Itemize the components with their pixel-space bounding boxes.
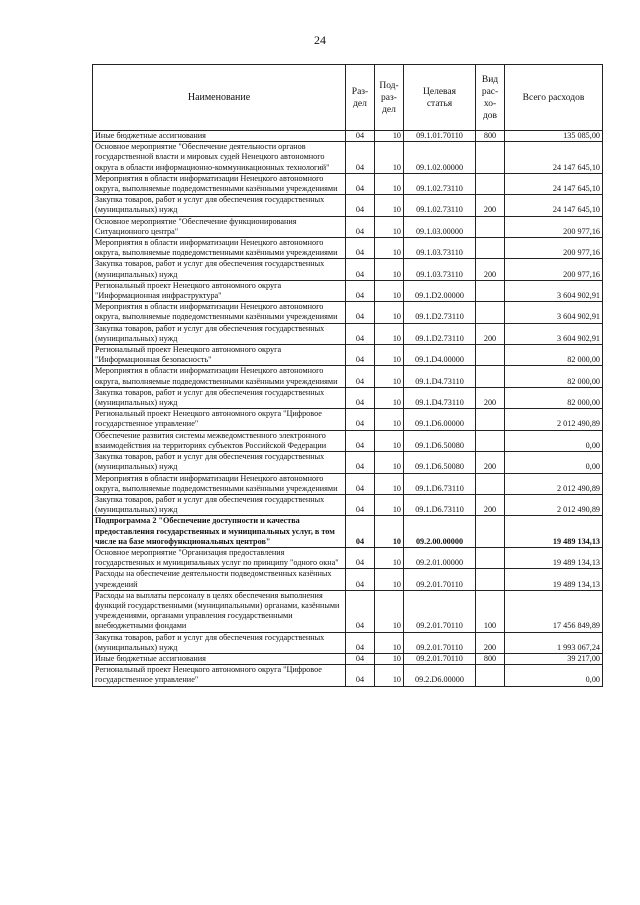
header-vid [476,65,505,131]
header-podrazdel [375,65,404,131]
row-name: Региональный проект Ненецкого автономного округа "Цифровое государственное управление" [93,409,346,430]
row-vid [476,473,505,494]
row-total: 2 012 490,89 [505,494,603,515]
row-vid [476,409,505,430]
row-total: 3 604 902,91 [505,323,603,344]
row-podrazdel: 10 [375,590,404,632]
row-name: Закупка товаров, работ и услуг для обеспечения государственных (муниципальных) нужд [93,387,346,408]
row-vid: 200 [476,452,505,473]
row-target: 09.1.D6.73110 [404,473,476,494]
table-row [93,366,603,387]
row-target: 09.1.03.73110 [404,259,476,280]
header-razdel-text: Раз- дел [351,86,369,109]
row-total: 19 489 134,13 [505,569,603,590]
row-target: 09.2.01.70110 [404,653,476,664]
row-total: 200 977,16 [505,238,603,259]
header-razdel [346,65,375,131]
row-podrazdel: 10 [375,280,404,301]
row-name: Закупка товаров, работ и услуг для обеспечения государственных (муниципальных) нужд [93,494,346,515]
row-target: 09.2.00.00000 [404,516,476,548]
row-total: 24 147 645,10 [505,195,603,216]
row-target: 09.1.D6.50080 [404,452,476,473]
row-podrazdel: 10 [375,409,404,430]
row-total: 39 217,00 [505,653,603,664]
row-name: Закупка товаров, работ и услуг для обеспечения государственных (муниципальных) нужд [93,323,346,344]
row-vid: 200 [476,259,505,280]
table-row [93,590,603,632]
row-name: Мероприятия в области информатизации Ненецкого автономного округа, выполняемые подведомственными казёнными учреждениями [93,173,346,194]
row-razdel: 04 [346,653,375,664]
row-podrazdel: 10 [375,632,404,653]
row-target: 09.2.01.70110 [404,569,476,590]
table-row [93,173,603,194]
row-vid [476,142,505,174]
row-podrazdel: 10 [375,173,404,194]
row-name: Закупка товаров, работ и услуг для обеспечения государственных (муниципальных) нужд [93,452,346,473]
table-row [93,494,603,515]
row-razdel: 04 [346,259,375,280]
row-name: Мероприятия в области информатизации Ненецкого автономного округа, выполняемые подведомственными казёнными учреждениями [93,366,346,387]
table-row [93,280,603,301]
row-vid [476,430,505,451]
table-row [93,430,603,451]
page-number: 24 [314,33,326,47]
row-name: Иные бюджетные ассигнования [93,131,346,142]
row-podrazdel: 10 [375,665,404,686]
row-podrazdel: 10 [375,430,404,451]
row-name: Закупка товаров, работ и услуг для обеспечения государственных (муниципальных) нужд [93,195,346,216]
row-target: 09.1.02.00000 [404,142,476,174]
table-row [93,387,603,408]
table-row [93,216,603,237]
row-podrazdel: 10 [375,387,404,408]
row-name: Расходы на выплаты персоналу в целях обеспечения выполнения функций государственными (муниципальными) органами, казёнными учреждениями, органами управления государственными внебюджетными фондами [93,590,346,632]
row-razdel: 04 [346,323,375,344]
row-razdel: 04 [346,131,375,142]
row-vid: 800 [476,131,505,142]
row-podrazdel: 10 [375,473,404,494]
row-razdel: 04 [346,452,375,473]
row-podrazdel: 10 [375,366,404,387]
row-razdel: 04 [346,569,375,590]
header-total: Всего расходов [505,65,603,131]
row-vid: 200 [476,195,505,216]
row-total: 24 147 645,10 [505,142,603,174]
row-name: Обеспечение развития системы межведомственного электронного взаимодействия на территориях субъектов Российской Федерации [93,430,346,451]
row-razdel: 04 [346,547,375,568]
table-row [93,409,603,430]
row-vid [476,569,505,590]
table-row [93,473,603,494]
row-vid [476,216,505,237]
table-header-row [93,65,603,131]
row-target: 09.1.D6.00000 [404,409,476,430]
row-razdel: 04 [346,632,375,653]
table-row [93,632,603,653]
row-vid [476,345,505,366]
row-name: Закупка товаров, работ и услуг для обеспечения государственных (муниципальных) нужд [93,259,346,280]
header-target [404,65,476,131]
table-row [93,653,603,664]
row-total: 200 977,16 [505,259,603,280]
row-name: Основное мероприятие "Организация предоставления государственных и муниципальных услуг по принципу "одного окна" [93,547,346,568]
row-total: 2 012 490,89 [505,409,603,430]
table-row [93,547,603,568]
row-target: 09.2.01.70110 [404,590,476,632]
row-target: 09.1.D2.73110 [404,302,476,323]
row-podrazdel: 10 [375,516,404,548]
row-vid [476,516,505,548]
row-razdel: 04 [346,142,375,174]
row-podrazdel: 10 [375,302,404,323]
row-podrazdel: 10 [375,195,404,216]
row-podrazdel: 10 [375,323,404,344]
row-total: 3 604 902,91 [505,280,603,301]
row-name: Мероприятия в области информатизации Ненецкого автономного округа, выполняемые подведомственными казёнными учреждениями [93,302,346,323]
row-podrazdel: 10 [375,216,404,237]
row-total: 82 000,00 [505,387,603,408]
row-podrazdel: 10 [375,569,404,590]
row-vid: 200 [476,387,505,408]
row-vid [476,547,505,568]
row-vid [476,238,505,259]
row-target: 09.1.D4.73110 [404,387,476,408]
table-row [93,131,603,142]
row-target: 09.1.D4.73110 [404,366,476,387]
row-vid: 200 [476,323,505,344]
header-podrazdel-text: Под- раз- дел [379,80,399,115]
row-razdel: 04 [346,516,375,548]
table-row [93,516,603,548]
row-name: Мероприятия в области информатизации Ненецкого автономного округа, выполняемые подведомственными казёнными учреждениями [93,473,346,494]
header-name: Наименование [93,65,346,131]
row-vid: 200 [476,632,505,653]
row-razdel: 04 [346,494,375,515]
table-row [93,665,603,686]
row-name: Региональный проект Ненецкого автономного округа "Информационная инфраструктура" [93,280,346,301]
row-vid [476,366,505,387]
row-razdel: 04 [346,238,375,259]
row-podrazdel: 10 [375,345,404,366]
row-name: Расходы на обеспечение деятельности подведомственных казённых учреждений [93,569,346,590]
row-target: 09.1.D2.73110 [404,323,476,344]
row-podrazdel: 10 [375,142,404,174]
row-target: 09.1.01.70110 [404,131,476,142]
header-vid-text: Вид рас- хо- дов [481,74,499,121]
row-razdel: 04 [346,195,375,216]
row-total: 24 147 645,10 [505,173,603,194]
row-total: 19 489 134,13 [505,547,603,568]
row-razdel: 04 [346,409,375,430]
row-razdel: 04 [346,430,375,451]
table-row [93,195,603,216]
row-target: 09.2.01.00000 [404,547,476,568]
row-total: 0,00 [505,665,603,686]
table-row [93,259,603,280]
row-podrazdel: 10 [375,238,404,259]
row-name: Основное мероприятие "Обеспечение функционирования Ситуационного центра" [93,216,346,237]
row-target: 09.2.01.70110 [404,632,476,653]
row-vid [476,173,505,194]
budget-table [92,64,603,687]
row-podrazdel: 10 [375,452,404,473]
row-name: Региональный проект Ненецкого автономного округа "Информационная безопасность" [93,345,346,366]
header-target-text: Целевая статья [423,86,456,109]
row-total: 0,00 [505,430,603,451]
row-podrazdel: 10 [375,494,404,515]
row-vid [476,665,505,686]
row-razdel: 04 [346,387,375,408]
row-name: Региональный проект Ненецкого автономного округа "Цифровое государственное управление" [93,665,346,686]
row-vid: 200 [476,494,505,515]
row-total: 3 604 902,91 [505,302,603,323]
row-vid [476,302,505,323]
row-name: Закупка товаров, работ и услуг для обеспечения государственных (муниципальных) нужд [93,632,346,653]
row-total: 17 456 849,89 [505,590,603,632]
row-razdel: 04 [346,216,375,237]
row-total: 82 000,00 [505,345,603,366]
row-target: 09.1.02.73110 [404,195,476,216]
row-name: Основное мероприятие "Обеспечение деятельности органов государственной власти и мировых судей Ненецкого автономного округа в области информационно-коммуникационных технологий" [93,142,346,174]
row-total: 135 085,00 [505,131,603,142]
row-name: Подпрограмма 2 "Обеспечение доступности и качества предоставления государственных и муниципальных услуг, в том числе на базе многофункциональных центров" [93,516,346,548]
row-target: 09.1.D6.50080 [404,430,476,451]
row-podrazdel: 10 [375,653,404,664]
row-total: 1 993 067,24 [505,632,603,653]
row-razdel: 04 [346,173,375,194]
row-target: 09.1.D4.00000 [404,345,476,366]
row-razdel: 04 [346,366,375,387]
row-razdel: 04 [346,590,375,632]
row-razdel: 04 [346,302,375,323]
row-total: 200 977,16 [505,216,603,237]
row-razdel: 04 [346,665,375,686]
row-target: 09.1.03.73110 [404,238,476,259]
row-razdel: 04 [346,280,375,301]
table-row [93,302,603,323]
row-podrazdel: 10 [375,547,404,568]
row-total: 2 012 490,89 [505,473,603,494]
row-target: 09.2.D6.00000 [404,665,476,686]
row-target: 09.1.D2.00000 [404,280,476,301]
row-razdel: 04 [346,473,375,494]
row-target: 09.1.D6.73110 [404,494,476,515]
row-target: 09.1.03.00000 [404,216,476,237]
table-row [93,142,603,174]
table-row [93,345,603,366]
table-row [93,569,603,590]
row-name: Иные бюджетные ассигнования [93,653,346,664]
table-row [93,452,603,473]
row-name: Мероприятия в области информатизации Ненецкого автономного округа, выполняемые подведомственными казёнными учреждениями [93,238,346,259]
table-row [93,238,603,259]
row-razdel: 04 [346,345,375,366]
row-podrazdel: 10 [375,131,404,142]
row-vid: 100 [476,590,505,632]
row-total: 82 000,00 [505,366,603,387]
row-target: 09.1.02.73110 [404,173,476,194]
row-vid: 800 [476,653,505,664]
table-row [93,323,603,344]
row-total: 0,00 [505,452,603,473]
row-vid [476,280,505,301]
row-podrazdel: 10 [375,259,404,280]
row-total: 19 489 134,13 [505,516,603,548]
